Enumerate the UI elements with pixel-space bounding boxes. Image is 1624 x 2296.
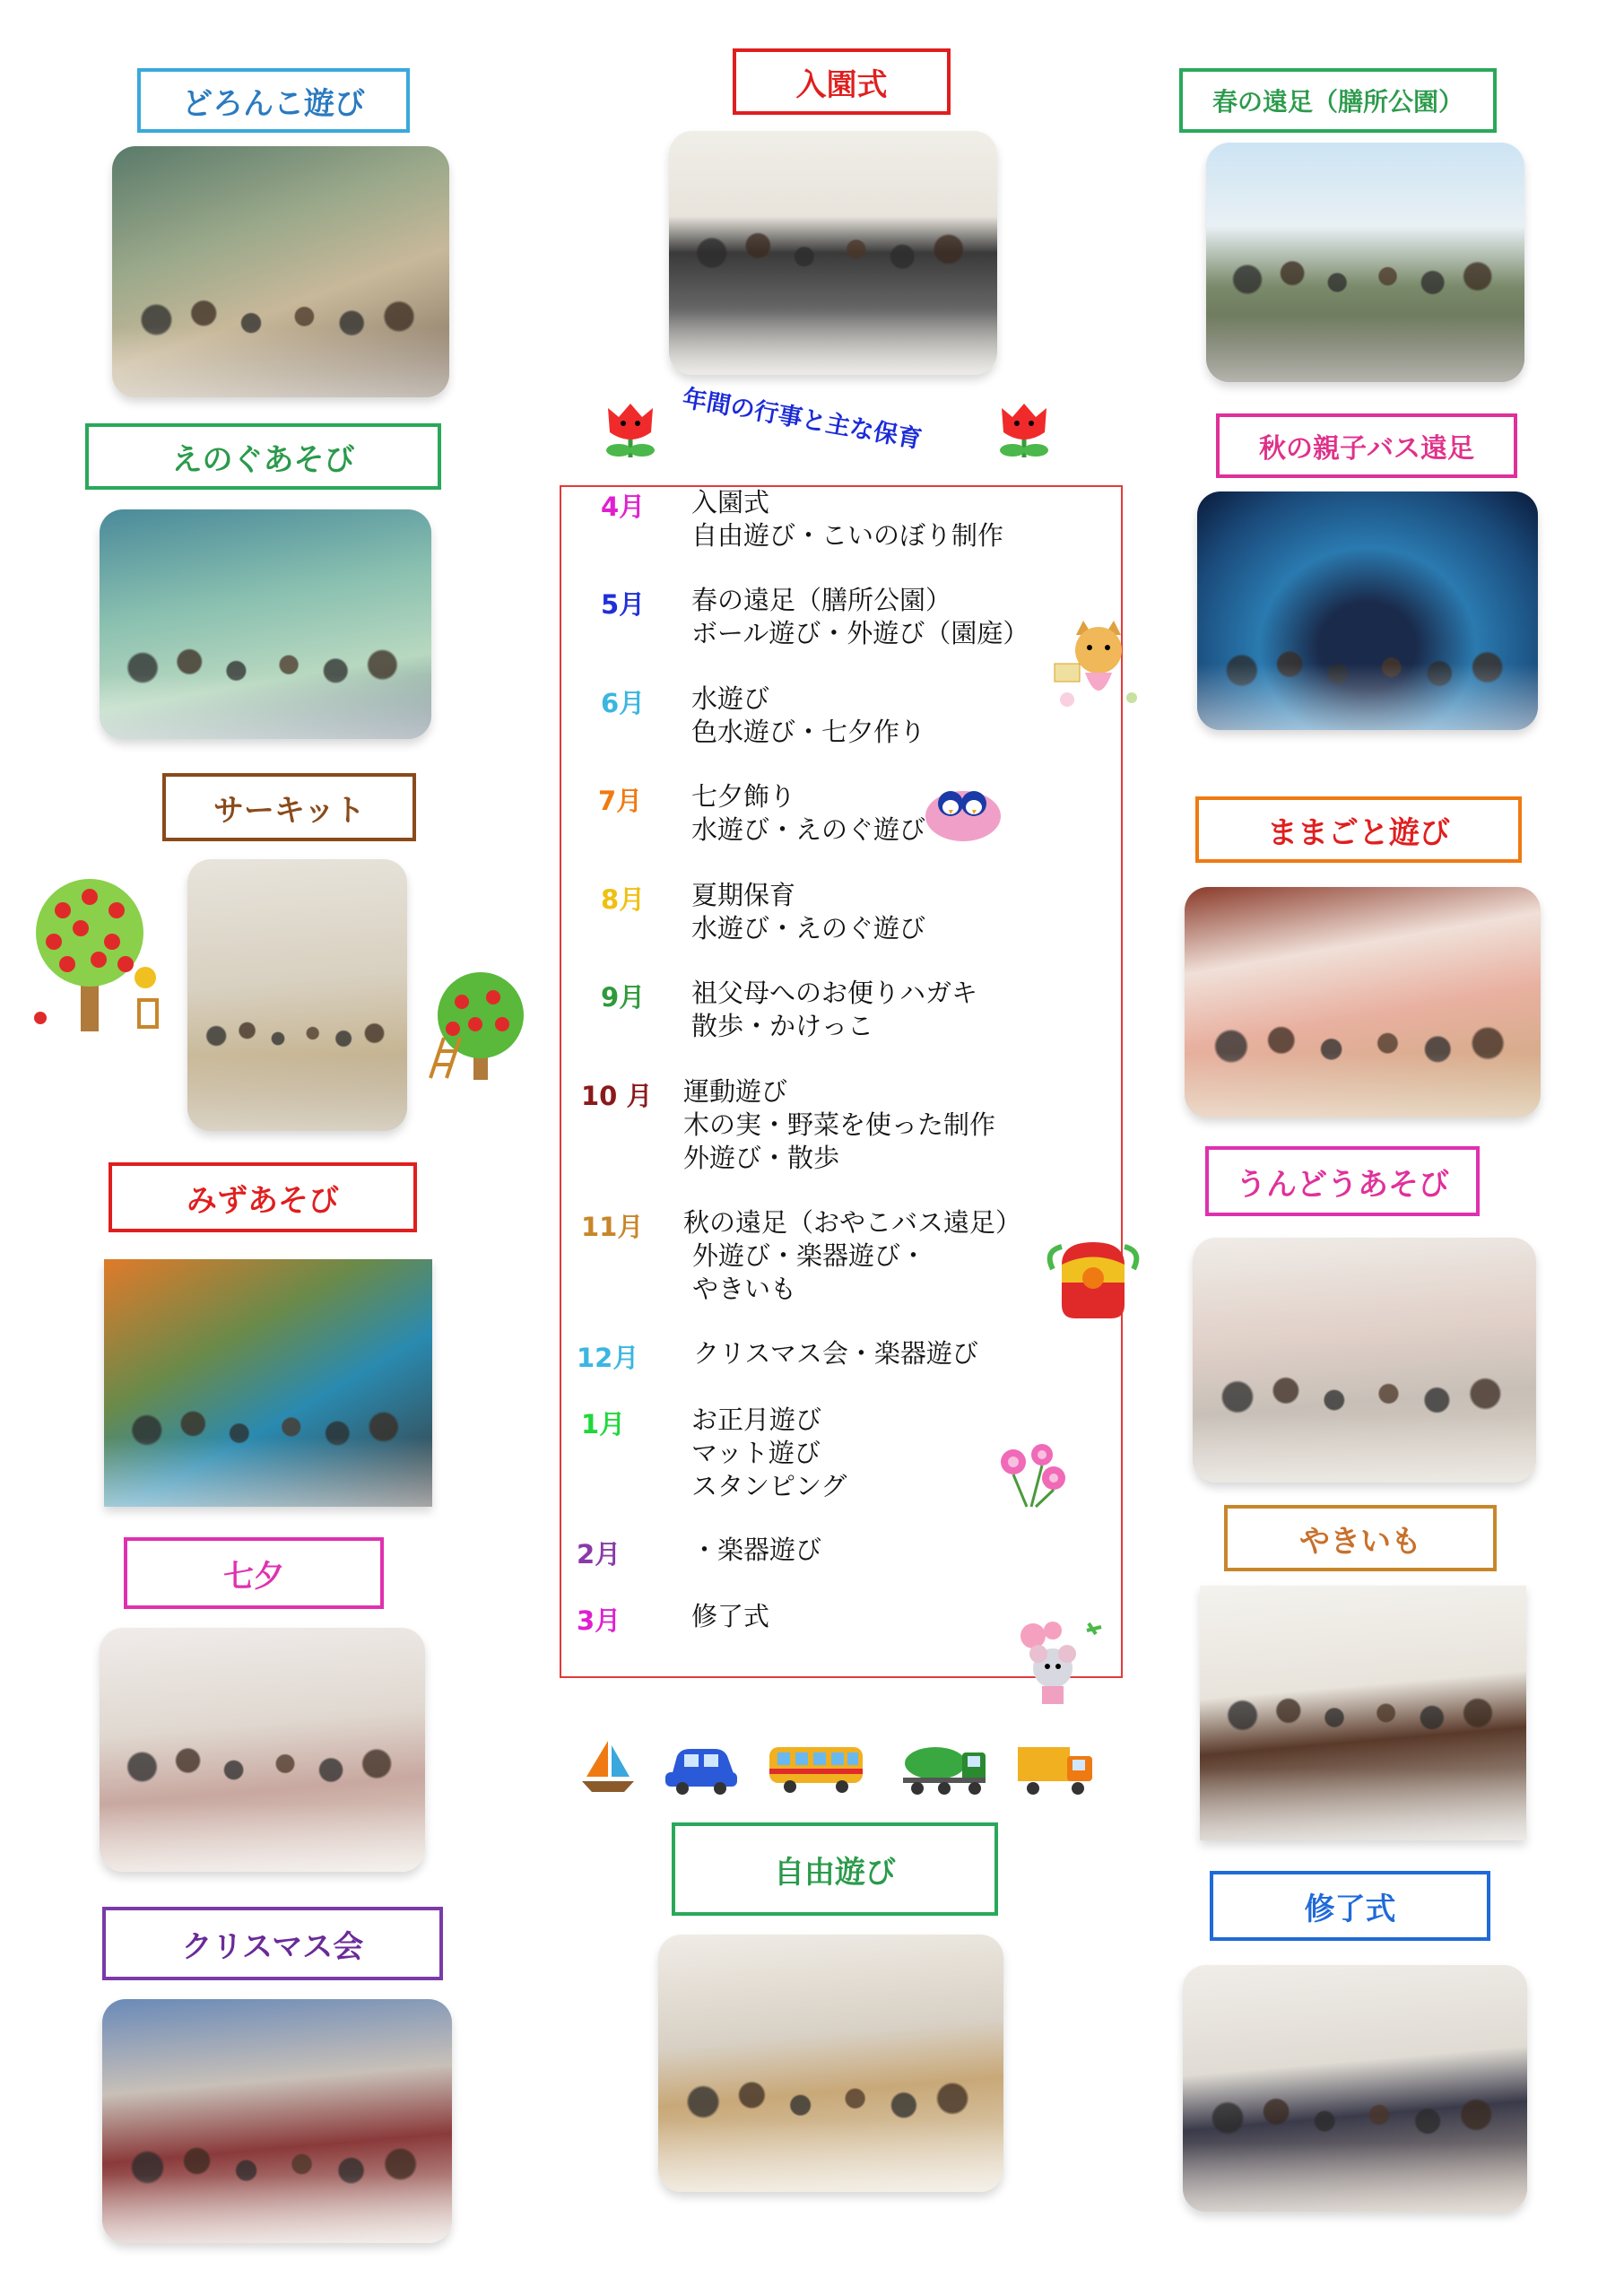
photo-shuryo xyxy=(1183,1965,1527,2212)
apple-tree-icon xyxy=(27,874,161,1036)
penguin-icon xyxy=(924,780,1003,843)
month-aug: 8月 xyxy=(601,884,646,915)
month-sep: 9月 xyxy=(601,982,646,1013)
label-mamagoto: ままごと遊び xyxy=(1195,796,1522,863)
label-aki-bus: 秋の親子バス遠足 xyxy=(1216,413,1517,478)
month-oct: 10 月 xyxy=(581,1081,653,1111)
apple-tree-icon xyxy=(421,970,538,1083)
photo-aki-bus xyxy=(1197,491,1538,730)
label-yakiimo: やきいも xyxy=(1224,1505,1497,1571)
month-feb: 2月 xyxy=(577,1539,621,1570)
label-enogu: えのぐあそび xyxy=(85,423,441,490)
activities-nov: 秋の遠足（おやこバス遠足） 外遊び・楽器遊び・ やきいも xyxy=(683,1207,1022,1304)
truck-icon xyxy=(1015,1740,1096,1797)
photo-dorokon xyxy=(112,146,449,397)
label-undo: うんどうあそび xyxy=(1205,1146,1480,1216)
month-apr: 4月 xyxy=(601,491,646,522)
activities-jul: 七夕飾り 水遊び・えのぐ遊び xyxy=(691,781,926,845)
activities-dec: クリスマス会・楽器遊び xyxy=(693,1338,978,1369)
month-nov: 11月 xyxy=(581,1212,644,1242)
label-tanabata: 七夕 xyxy=(124,1537,384,1609)
photo-tanabata xyxy=(100,1628,425,1872)
month-may: 5月 xyxy=(601,589,646,620)
photo-haru-ensoku xyxy=(1206,143,1524,382)
photo-mizu xyxy=(104,1259,432,1507)
activities-jun: 水遊び 色水遊び・七夕作り xyxy=(691,683,926,747)
month-jul: 7月 xyxy=(598,786,643,816)
cat-icon xyxy=(1049,619,1148,713)
car-icon xyxy=(661,1740,742,1796)
activities-feb: ・楽器遊び xyxy=(691,1535,822,1565)
label-dorokon: どろんこ遊び xyxy=(137,68,410,133)
activities-mar: 修了式 xyxy=(691,1601,770,1631)
month-jun: 6月 xyxy=(601,688,646,718)
activities-oct: 運動遊び 木の実・野菜を使った制作 外遊び・散歩 xyxy=(683,1076,996,1173)
photo-mamagoto xyxy=(1185,887,1541,1118)
truck-icon xyxy=(899,1740,989,1797)
label-mizu: みずあそび xyxy=(109,1162,417,1232)
month-mar: 3月 xyxy=(577,1605,621,1636)
banner-title: 年間の行事と主な保育 xyxy=(680,384,925,455)
tulip-icon xyxy=(599,395,662,466)
photo-christmas xyxy=(102,1999,452,2243)
activities-may: 春の遠足（膳所公園） ボール遊び・外遊び（園庭） xyxy=(691,585,1029,648)
sailboat-icon xyxy=(578,1736,638,1799)
photo-yakiimo xyxy=(1200,1586,1526,1840)
tulip-icon xyxy=(993,395,1055,466)
mouse-icon xyxy=(1008,1614,1107,1713)
label-haru-ensoku: 春の遠足（膳所公園） xyxy=(1179,68,1497,133)
label-christmas: クリスマス会 xyxy=(102,1907,443,1980)
activities-jan: お正月遊び マット遊び スタンピング xyxy=(691,1405,847,1501)
label-jiyu: 自由遊び xyxy=(672,1822,998,1916)
photo-nyuenshiki xyxy=(669,131,997,375)
activities-apr: 入園式 自由遊び・こいのぼり制作 xyxy=(691,487,1004,551)
backpack-icon xyxy=(1044,1233,1142,1323)
label-shuryo: 修了式 xyxy=(1210,1871,1490,1941)
bus-icon xyxy=(767,1742,865,1796)
activities-sep: 祖父母へのお便りハガキ 散歩・かけっこ xyxy=(691,978,978,1041)
photo-enogu xyxy=(100,509,431,739)
photo-jiyu xyxy=(658,1935,1003,2192)
label-circuit: サーキット xyxy=(162,773,416,841)
activities-aug: 夏期保育 水遊び・えのぐ遊び xyxy=(691,880,926,944)
photo-undo xyxy=(1193,1238,1536,1483)
month-jan: 1月 xyxy=(581,1409,626,1439)
label-nyuenshiki: 入園式 xyxy=(733,48,951,115)
photo-circuit xyxy=(187,859,407,1131)
month-dec: 12月 xyxy=(577,1343,639,1373)
flower-icon xyxy=(986,1435,1076,1511)
